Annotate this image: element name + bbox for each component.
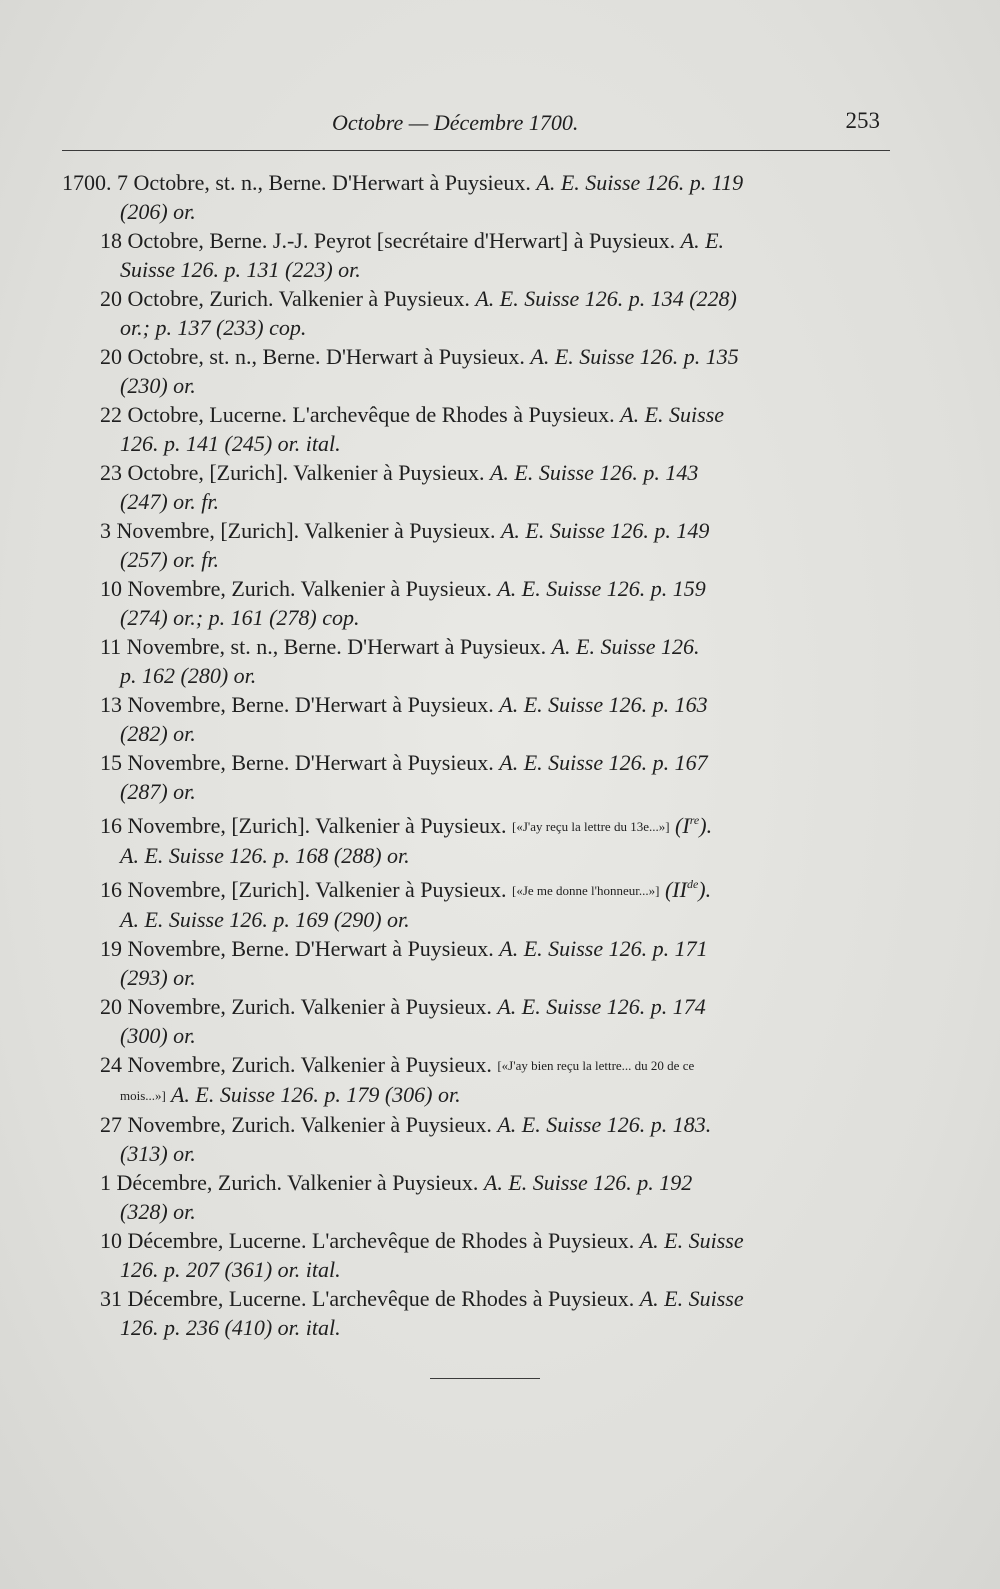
archive-reference: A. E. Suisse 126. p. 119	[536, 170, 744, 195]
ordinal-superscript: re	[689, 813, 700, 827]
list-item	[100, 632, 890, 690]
list-item	[62, 168, 890, 226]
entry-continuation	[100, 371, 890, 400]
entry-first-line	[100, 632, 890, 661]
entry-first-line	[100, 690, 890, 719]
archive-reference: A. E. Suisse 126. p. 174	[497, 994, 706, 1019]
entry-first-line	[100, 1226, 890, 1255]
entry-continuation	[100, 661, 890, 690]
entry-first-line	[100, 342, 890, 371]
archive-reference: A. E. Suisse 126.	[551, 634, 700, 659]
entry-text: 15 Novembre, Berne. D'Herwart à Puysieux.	[100, 750, 500, 775]
entry-text: 16 Novembre, [Zurich]. Valkenier à Puysieux.	[100, 813, 512, 838]
ordinal-superscript: de	[686, 877, 699, 891]
archive-reference-cont: A. E. Suisse 126. p. 179 (306) or.	[165, 1082, 461, 1107]
page-number: 253	[845, 108, 880, 133]
archive-reference-cont: 126. p. 141 (245) or. ital.	[120, 431, 341, 456]
entry-text: 20 Novembre, Zurich. Valkenier à Puysieux.	[100, 994, 498, 1019]
archive-reference-cont: (287) or.	[120, 779, 196, 804]
archive-reference: A. E.	[680, 228, 725, 253]
entry-continuation	[100, 1197, 890, 1226]
entry-continuation	[100, 1139, 890, 1168]
incipit-quote: [«J'ay bien reçu la lettre... du 20 de ce	[497, 1058, 695, 1073]
archive-reference-cont: (274) or.; p. 161 (278) cop.	[120, 605, 360, 630]
entry-continuation	[100, 1255, 890, 1284]
archive-reference-cont: A. E. Suisse 126. p. 169 (290) or.	[120, 907, 410, 932]
list-item	[100, 1110, 890, 1168]
entry-continuation	[100, 603, 890, 632]
archive-reference: A. E. Suisse 126. p. 192	[483, 1170, 693, 1195]
archive-reference: A. E. Suisse 126. p. 135	[530, 344, 739, 369]
archive-reference-cont: (282) or.	[120, 721, 196, 746]
entry-first-line	[100, 284, 890, 313]
archive-reference: A. E. Suisse 126. p. 159	[497, 576, 706, 601]
entry-continuation	[100, 905, 890, 934]
entry-continuation	[100, 313, 890, 342]
entry-first-line	[100, 1284, 890, 1313]
list-item	[100, 284, 890, 342]
archive-reference-cont: (206) or.	[120, 199, 196, 224]
list-item	[100, 1226, 890, 1284]
archive-reference-cont: p. 162 (280) or.	[120, 663, 257, 688]
entry-first-line	[62, 168, 890, 197]
entry-continuation	[62, 197, 890, 226]
incipit-quote: [«J'ay reçu la lettre du 13e...»]	[511, 819, 670, 834]
entry-continuation	[100, 777, 890, 806]
entry-text: 18 Octobre, Berne. J.-J. Peyrot [secrétaire d'Herwart] à Puysieux.	[100, 228, 681, 253]
entry-continuation	[100, 255, 890, 284]
entry-first-line	[100, 748, 890, 777]
entry-text: 11 Novembre, st. n., Berne. D'Herwart à Puysieux.	[100, 634, 552, 659]
list-item	[100, 516, 890, 574]
entry-continuation	[100, 963, 890, 992]
archive-reference: A. E. Suisse	[620, 402, 725, 427]
entry-continuation	[100, 545, 890, 574]
archive-reference: A. E. Suisse 126. p. 134 (228)	[475, 286, 737, 311]
archive-reference-cont: Suisse 126. p. 131 (223) or.	[120, 257, 361, 282]
list-item	[100, 226, 890, 284]
entry-first-line	[100, 574, 890, 603]
entry-first-line	[100, 1110, 890, 1139]
list-item	[100, 870, 890, 934]
entry-text: 1 Décembre, Zurich. Valkenier à Puysieux.	[100, 1170, 484, 1195]
entry-first-line	[100, 1050, 890, 1080]
entry-list	[62, 168, 890, 1342]
entry-text: 10 Décembre, Lucerne. L'archevêque de Rhodes à Puysieux.	[100, 1228, 640, 1253]
entry-text: 23 Octobre, [Zurich]. Valkenier à Puysieux.	[100, 460, 490, 485]
entry-continuation	[100, 841, 890, 870]
incipit-quote: [«Je me donne l'honneur...»]	[511, 883, 660, 898]
entry-text: 1700. 7 Octobre, st. n., Berne. D'Herwart à Puysieux.	[62, 170, 537, 195]
entry-text: 24 Novembre, Zurich. Valkenier à Puysieux.	[100, 1052, 498, 1077]
archive-reference-cont: (247) or. fr.	[120, 489, 220, 514]
entry-text: 16 Novembre, [Zurich]. Valkenier à Puysieux.	[100, 877, 512, 902]
entry-continuation	[100, 719, 890, 748]
entry-continuation	[100, 1080, 890, 1110]
list-item	[100, 1284, 890, 1342]
archive-reference-cont: A. E. Suisse 126. p. 168 (288) or.	[120, 843, 410, 868]
entry-continuation	[100, 429, 890, 458]
entry-first-line	[100, 226, 890, 255]
archive-reference: A. E. Suisse 126. p. 163	[499, 692, 708, 717]
entry-text: 20 Octobre, st. n., Berne. D'Herwart à Puysieux.	[100, 344, 531, 369]
entry-first-line	[100, 458, 890, 487]
end-rule	[430, 1378, 540, 1379]
archive-reference: A. E. Suisse 126. p. 143	[489, 460, 699, 485]
list-item	[100, 690, 890, 748]
entry-first-line	[100, 870, 890, 905]
entry-continuation	[100, 1313, 890, 1342]
entry-text: 19 Novembre, Berne. D'Herwart à Puysieux.	[100, 936, 500, 961]
archive-reference-cont: (328) or.	[120, 1199, 196, 1224]
entry-continuation	[100, 1021, 890, 1050]
list-item	[100, 992, 890, 1050]
archive-reference: A. E. Suisse	[639, 1286, 744, 1311]
entry-first-line	[100, 992, 890, 1021]
archive-reference: A. E. Suisse	[639, 1228, 744, 1253]
entry-first-line	[100, 400, 890, 429]
list-item	[100, 748, 890, 806]
letter-number-close: ).	[699, 813, 713, 838]
archive-reference: A. E. Suisse 126. p. 171	[499, 936, 708, 961]
letter-number-close: ).	[698, 877, 712, 902]
archive-reference-cont: (257) or. fr.	[120, 547, 220, 572]
list-item	[100, 400, 890, 458]
archive-reference-cont: (300) or.	[120, 1023, 196, 1048]
entry-text: 22 Octobre, Lucerne. L'archevêque de Rhodes à Puysieux.	[100, 402, 621, 427]
entry-continuation	[100, 487, 890, 516]
archive-reference: A. E. Suisse 126. p. 167	[499, 750, 708, 775]
archive-reference-cont: 126. p. 207 (361) or. ital.	[120, 1257, 341, 1282]
archive-reference-cont: (293) or.	[120, 965, 196, 990]
letter-number: (I	[669, 813, 690, 838]
list-item	[100, 574, 890, 632]
archive-reference-cont: (313) or.	[120, 1141, 196, 1166]
entry-first-line	[100, 806, 890, 841]
archive-reference: A. E. Suisse 126. p. 183.	[497, 1112, 712, 1137]
archive-reference-cont: (230) or.	[120, 373, 196, 398]
entry-text: 10 Novembre, Zurich. Valkenier à Puysieux.	[100, 576, 498, 601]
entry-first-line	[100, 516, 890, 545]
entry-text: 13 Novembre, Berne. D'Herwart à Puysieux.	[100, 692, 500, 717]
running-head	[62, 108, 892, 138]
entry-first-line	[100, 934, 890, 963]
archive-reference-cont: 126. p. 236 (410) or. ital.	[120, 1315, 341, 1340]
entry-text: 31 Décembre, Lucerne. L'archevêque de Rhodes à Puysieux.	[100, 1286, 640, 1311]
running-title: Octobre — Décembre 1700.	[332, 110, 579, 135]
archive-reference: A. E. Suisse 126. p. 149	[500, 518, 710, 543]
archive-reference-cont: or.; p. 137 (233) cop.	[120, 315, 307, 340]
list-item	[100, 342, 890, 400]
entry-text: 27 Novembre, Zurich. Valkenier à Puysieux.	[100, 1112, 498, 1137]
entry-text: 3 Novembre, [Zurich]. Valkenier à Puysieux.	[100, 518, 501, 543]
entry-first-line	[100, 1168, 890, 1197]
incipit-quote-end: mois...»]	[120, 1088, 166, 1103]
list-item	[100, 458, 890, 516]
letter-number: (II	[659, 877, 687, 902]
list-item	[100, 934, 890, 992]
header-rule	[62, 150, 890, 151]
list-item	[100, 1050, 890, 1110]
list-item	[100, 806, 890, 870]
list-item	[100, 1168, 890, 1226]
entry-text: 20 Octobre, Zurich. Valkenier à Puysieux.	[100, 286, 476, 311]
